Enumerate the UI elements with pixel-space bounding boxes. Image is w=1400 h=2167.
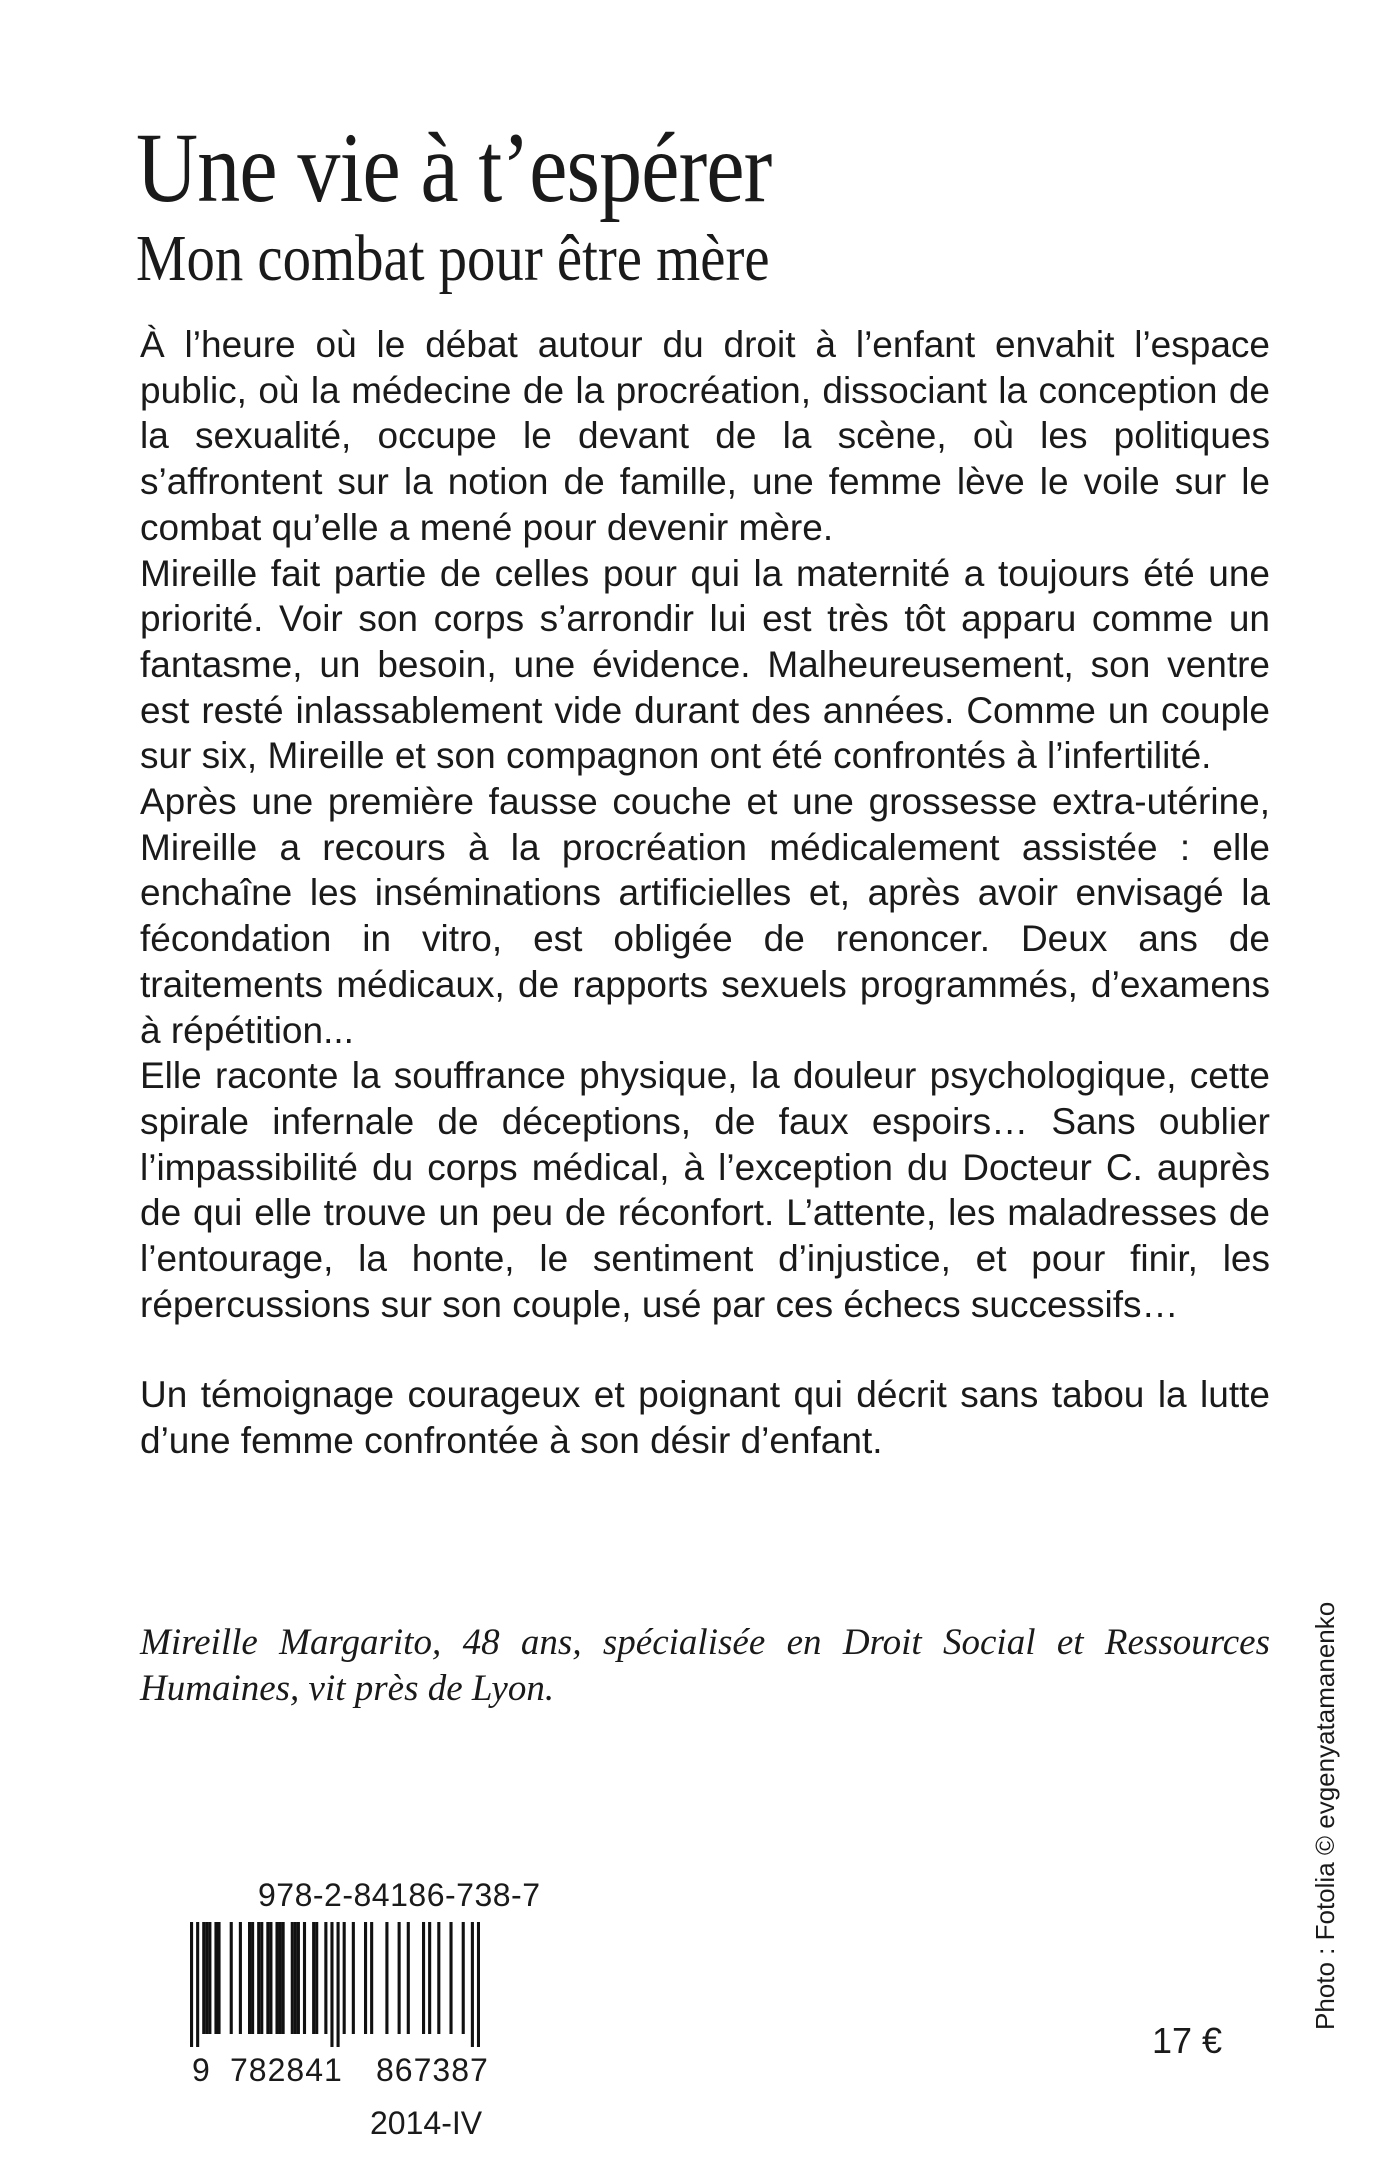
barcode-bar: [260, 1922, 263, 2034]
price: 17 €: [1152, 2020, 1223, 2061]
barcode-bar: [407, 1922, 410, 2034]
blurb-closing-paragraph: Un témoignage courageux et poignant qui décrit sans tabou la lutte d’une femme confrontée à son désir d’enfant.: [140, 1374, 1270, 1462]
barcode-bar: [279, 1922, 282, 2034]
barcode-bar: [269, 1922, 272, 2034]
barcode-bar: [266, 1922, 269, 2034]
barcode-bar: [343, 1922, 346, 2034]
barcode-left-digits: 782841: [230, 2052, 343, 2088]
barcode-right-digits: 867387: [376, 2052, 489, 2088]
book-title: Une vie à t’espérer: [136, 112, 772, 223]
barcode: [190, 1922, 480, 2047]
barcode-bar: [315, 1922, 318, 2034]
barcode-bar: [324, 1922, 327, 2034]
photo-credit: Photo : Fotolia © evgenyatamanenko: [1310, 1601, 1340, 2030]
barcode-bar: [370, 1922, 373, 2034]
barcode-bar: [202, 1922, 205, 2034]
barcode-first-digit: 9: [192, 2052, 211, 2088]
blurb-paragraph-4: Elle raconte la souffrance physique, la douleur psychologique, cette spirale infernale de déceptions, de faux espoirs… Sans oublier l’impassibilité du corps médical, à l’exception du Docteur C. auprès de qui elle trouve un peu de réconfort. L’attente, les maladresses de l’entourage, la honte, le sentiment d’injustice, et pour finir, les répercussions sur son couple, usé par ces échecs successifs…: [140, 1055, 1270, 1325]
blurb-paragraph-3: Après une première fausse couche et une grossesse extra-utérine, Mireille a recours à la procréation médicalement assistée : elle enchaîne les inséminations artificielles et, après avoir envisagé la fécondation in vitro, est obligée de renoncer. Deux ans de traitements médicaux, de rapports sexuels programmés, d’examens à répétition...: [140, 781, 1270, 1051]
barcode-bar: [275, 1922, 278, 2034]
barcode-bar: [364, 1922, 367, 2034]
barcode-guard-bar: [477, 1922, 480, 2047]
barcode-bar: [208, 1922, 211, 2034]
barcode-bar: [462, 1922, 465, 2034]
author-bio: Mireille Margarito, 48 ans, spécialisée en Droit Social et Ressources Humaines, vit près de Lyon.: [140, 1622, 1270, 1709]
barcode-bar: [385, 1922, 388, 2034]
barcode-bar: [214, 1922, 217, 2034]
barcode-bar: [205, 1922, 208, 2034]
barcode-bar: [398, 1922, 401, 2034]
title-block: [136, 112, 1276, 295]
barcode-guard-bar: [471, 1922, 474, 2047]
barcode-bar: [282, 1922, 285, 2034]
barcode-bar: [303, 1922, 306, 2034]
barcode-bar: [239, 1922, 242, 2034]
barcode-bar: [297, 1922, 300, 2034]
barcode-guard-bar: [330, 1922, 333, 2047]
blurb-paragraph-2: Mireille fait partie de celles pour qui la maternité a toujours été une priorité. Voir son corps s’arrondir lui est très tôt apparu comme un fantasme, un besoin, une évidence. Malheureusement, son ventre est resté inlassablement vide durant des années. Comme un couple sur six, Mireille et son compagnon ont été confrontés à l’infertilité.: [140, 552, 1270, 777]
barcode-bar: [230, 1922, 233, 2034]
barcode-guard-bar: [337, 1922, 340, 2047]
edition-code: 2014-IV: [370, 2105, 483, 2141]
back-cover-blurb: [140, 322, 1270, 1464]
barcode-bar: [428, 1922, 431, 2034]
barcode-bar: [294, 1922, 297, 2034]
barcode-bar: [257, 1922, 260, 2034]
barcode-guard-bar: [196, 1922, 199, 2047]
barcode-guard-bar: [190, 1922, 193, 2047]
isbn-number: 978-2-84186-738-7: [258, 1877, 541, 1913]
barcode-bar: [251, 1922, 254, 2034]
barcode-bar: [449, 1922, 452, 2034]
book-subtitle: Mon combat pour être mère: [136, 222, 770, 295]
barcode-bar: [422, 1922, 425, 2034]
barcode-bar: [291, 1922, 294, 2034]
barcode-bar: [437, 1922, 440, 2034]
barcode-bar: [248, 1922, 251, 2034]
barcode-bar: [312, 1922, 315, 2034]
blurb-paragraph-1: À l’heure où le débat autour du droit à l’enfant envahit l’espace public, où la médecine de la procréation, dissociant la conception de la sexualité, occupe le devant de la scène, où les politiques s’affrontent sur la notion de famille, une femme lève le voile sur le combat qu’elle a mené pour devenir mère.: [140, 324, 1270, 548]
barcode-bar: [352, 1922, 355, 2034]
barcode-bar: [217, 1922, 220, 2034]
